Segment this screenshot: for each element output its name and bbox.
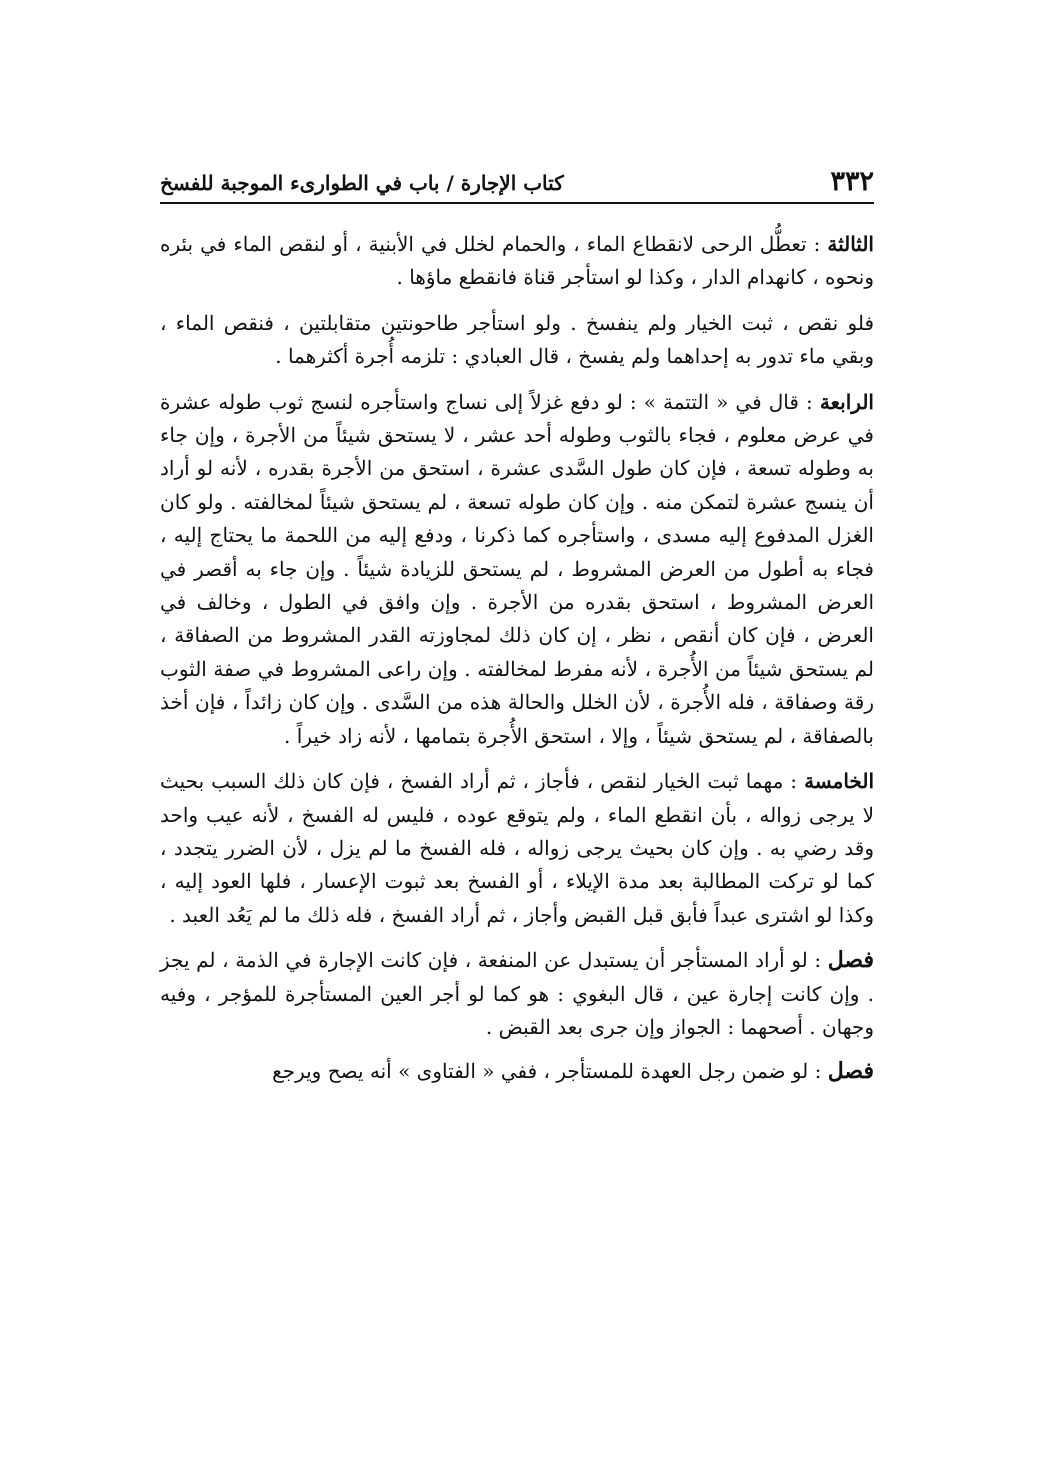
running-title: كتاب الإجارة / باب في الطوارىء الموجبة للفسخ — [160, 171, 564, 195]
paragraph-lead: فصل — [827, 947, 874, 974]
page-header — [160, 158, 874, 204]
paragraph-fifth-cause — [160, 765, 874, 932]
paragraph-text: : لو أراد المستأجر أن يستبدل عن المنفعة ، فإن كانت الإجارة في الذمة ، لم يجز . وإن كانت إجارة عين ، قال البغوي : هو كما لو أجر العين المستأجرة للمؤجر ، وفيه وجهان . أصحهما : الجواز وإن جرى بعد القبض . — [160, 948, 874, 1039]
paragraph-lead: فصل — [827, 1058, 874, 1085]
page-number: ٣٣٢ — [830, 166, 874, 197]
paragraph-text: فلو نقص ، ثبت الخيار ولم ينفسخ . ولو استأجر طاحونتين متقابلتين ، فنقص الماء ، وبقي ماء تدور به إحداهما ولم يفسخ ، قال العبادي : تلزمه أُجرة أكثرهما . — [160, 310, 875, 369]
paragraph-section-substitution — [160, 944, 874, 1044]
paragraph-lead: الرابعة — [819, 389, 874, 414]
paragraph-text: : مهما ثبت الخيار لنقص ، فأجاز ، ثم أراد الفسخ ، فإن كان ذلك السبب بحيث لا يرجى زواله ، بأن انقطع الماء ، ولم يتوقع عوده ، فليس له الفسخ ، لأنه عيب واحد وقد رضي به . وإن كان بحيث يرجى زواله ، فله الفسخ ما لم يزل ، لأن الضرر يتجدد ، كما لو تركت المطالبة بعد مدة الإيلاء ، أو الفسخ بعد ثبوت الإعسار ، فلها العود إليه ، وكذا لو اشترى عبداً فأبق قبل القبض وأجاز ، ثم أراد الفسخ ، فله ذلك ما لم يَعُد العبد . — [160, 769, 874, 927]
paragraph-fourth-cause — [160, 386, 874, 753]
paragraph-third-cause — [160, 228, 874, 295]
paragraph-section-guarantee — [160, 1055, 874, 1088]
paragraph-lead: الخامسة — [804, 769, 874, 794]
paragraph-lead: الثالثة — [827, 232, 874, 256]
paragraph-text: : تعطُّل الرحى لانقطاع الماء ، والحمام لخلل في الأبنية ، أو لنقص الماء في بئره ونحوه ، كانهدام الدار ، وكذا لو استأجر قناة فانقطع ماؤها . — [160, 232, 874, 290]
page-body — [160, 228, 874, 1100]
paragraph-text: : قال في « التتمة » : لو دفع غزلاً إلى نساج واستأجره لنسج ثوب طوله عشرة في عرض معلوم ، فجاء بالثوب وطوله أحد عشر ، لا يستحق شيئاً من الأجرة ، وإن جاء به وطوله تسعة ، فإن كان طول السَّدى عشرة ، استحق من الأجرة بقدره ، لأنه لو أراد أن ينسج عشرة لتمكن منه . وإن كان طوله تسعة ، لم يستحق شيئاً لمخالفته . ولو كان الغزل المدفوع إليه مسدى ، واستأجره كما ذكرنا ، ودفع إليه من اللحمة ما يحتاج إليه ، فجاء به أطول من العرض المشروط ، لم يستحق للزيادة شيئاً . وإن جاء به أقصر في العرض المشروط ، استحق بقدره من الأجرة . وإن وافق في الطول ، وخالف في العرض ، فإن كان أنقص ، نظر ، إن كان ذلك لمجاوزته القدر المشروط من الصفاقة ، لم يستحق شيئاً من الأُجرة ، لأنه مفرط لمخالفته . وإن راعى المشروط في صفة الثوب رقة وصفاقة ، فله الأُجرة ، لأن الخلل والحالة هذه من السَّدى . وإن كان زائداً ، فإن أخذ بالصفاقة ، لم يستحق شيئاً ، وإلا ، استحق الأُجرة بتمامها ، لأنه زاد خيراً . — [160, 389, 874, 748]
paragraph-text: : لو ضمن رجل العهدة للمستأجر ، ففي « الفتاوى » أنه يصح ويرجع — [272, 1059, 828, 1084]
paragraph-partial-shortage — [160, 307, 874, 374]
